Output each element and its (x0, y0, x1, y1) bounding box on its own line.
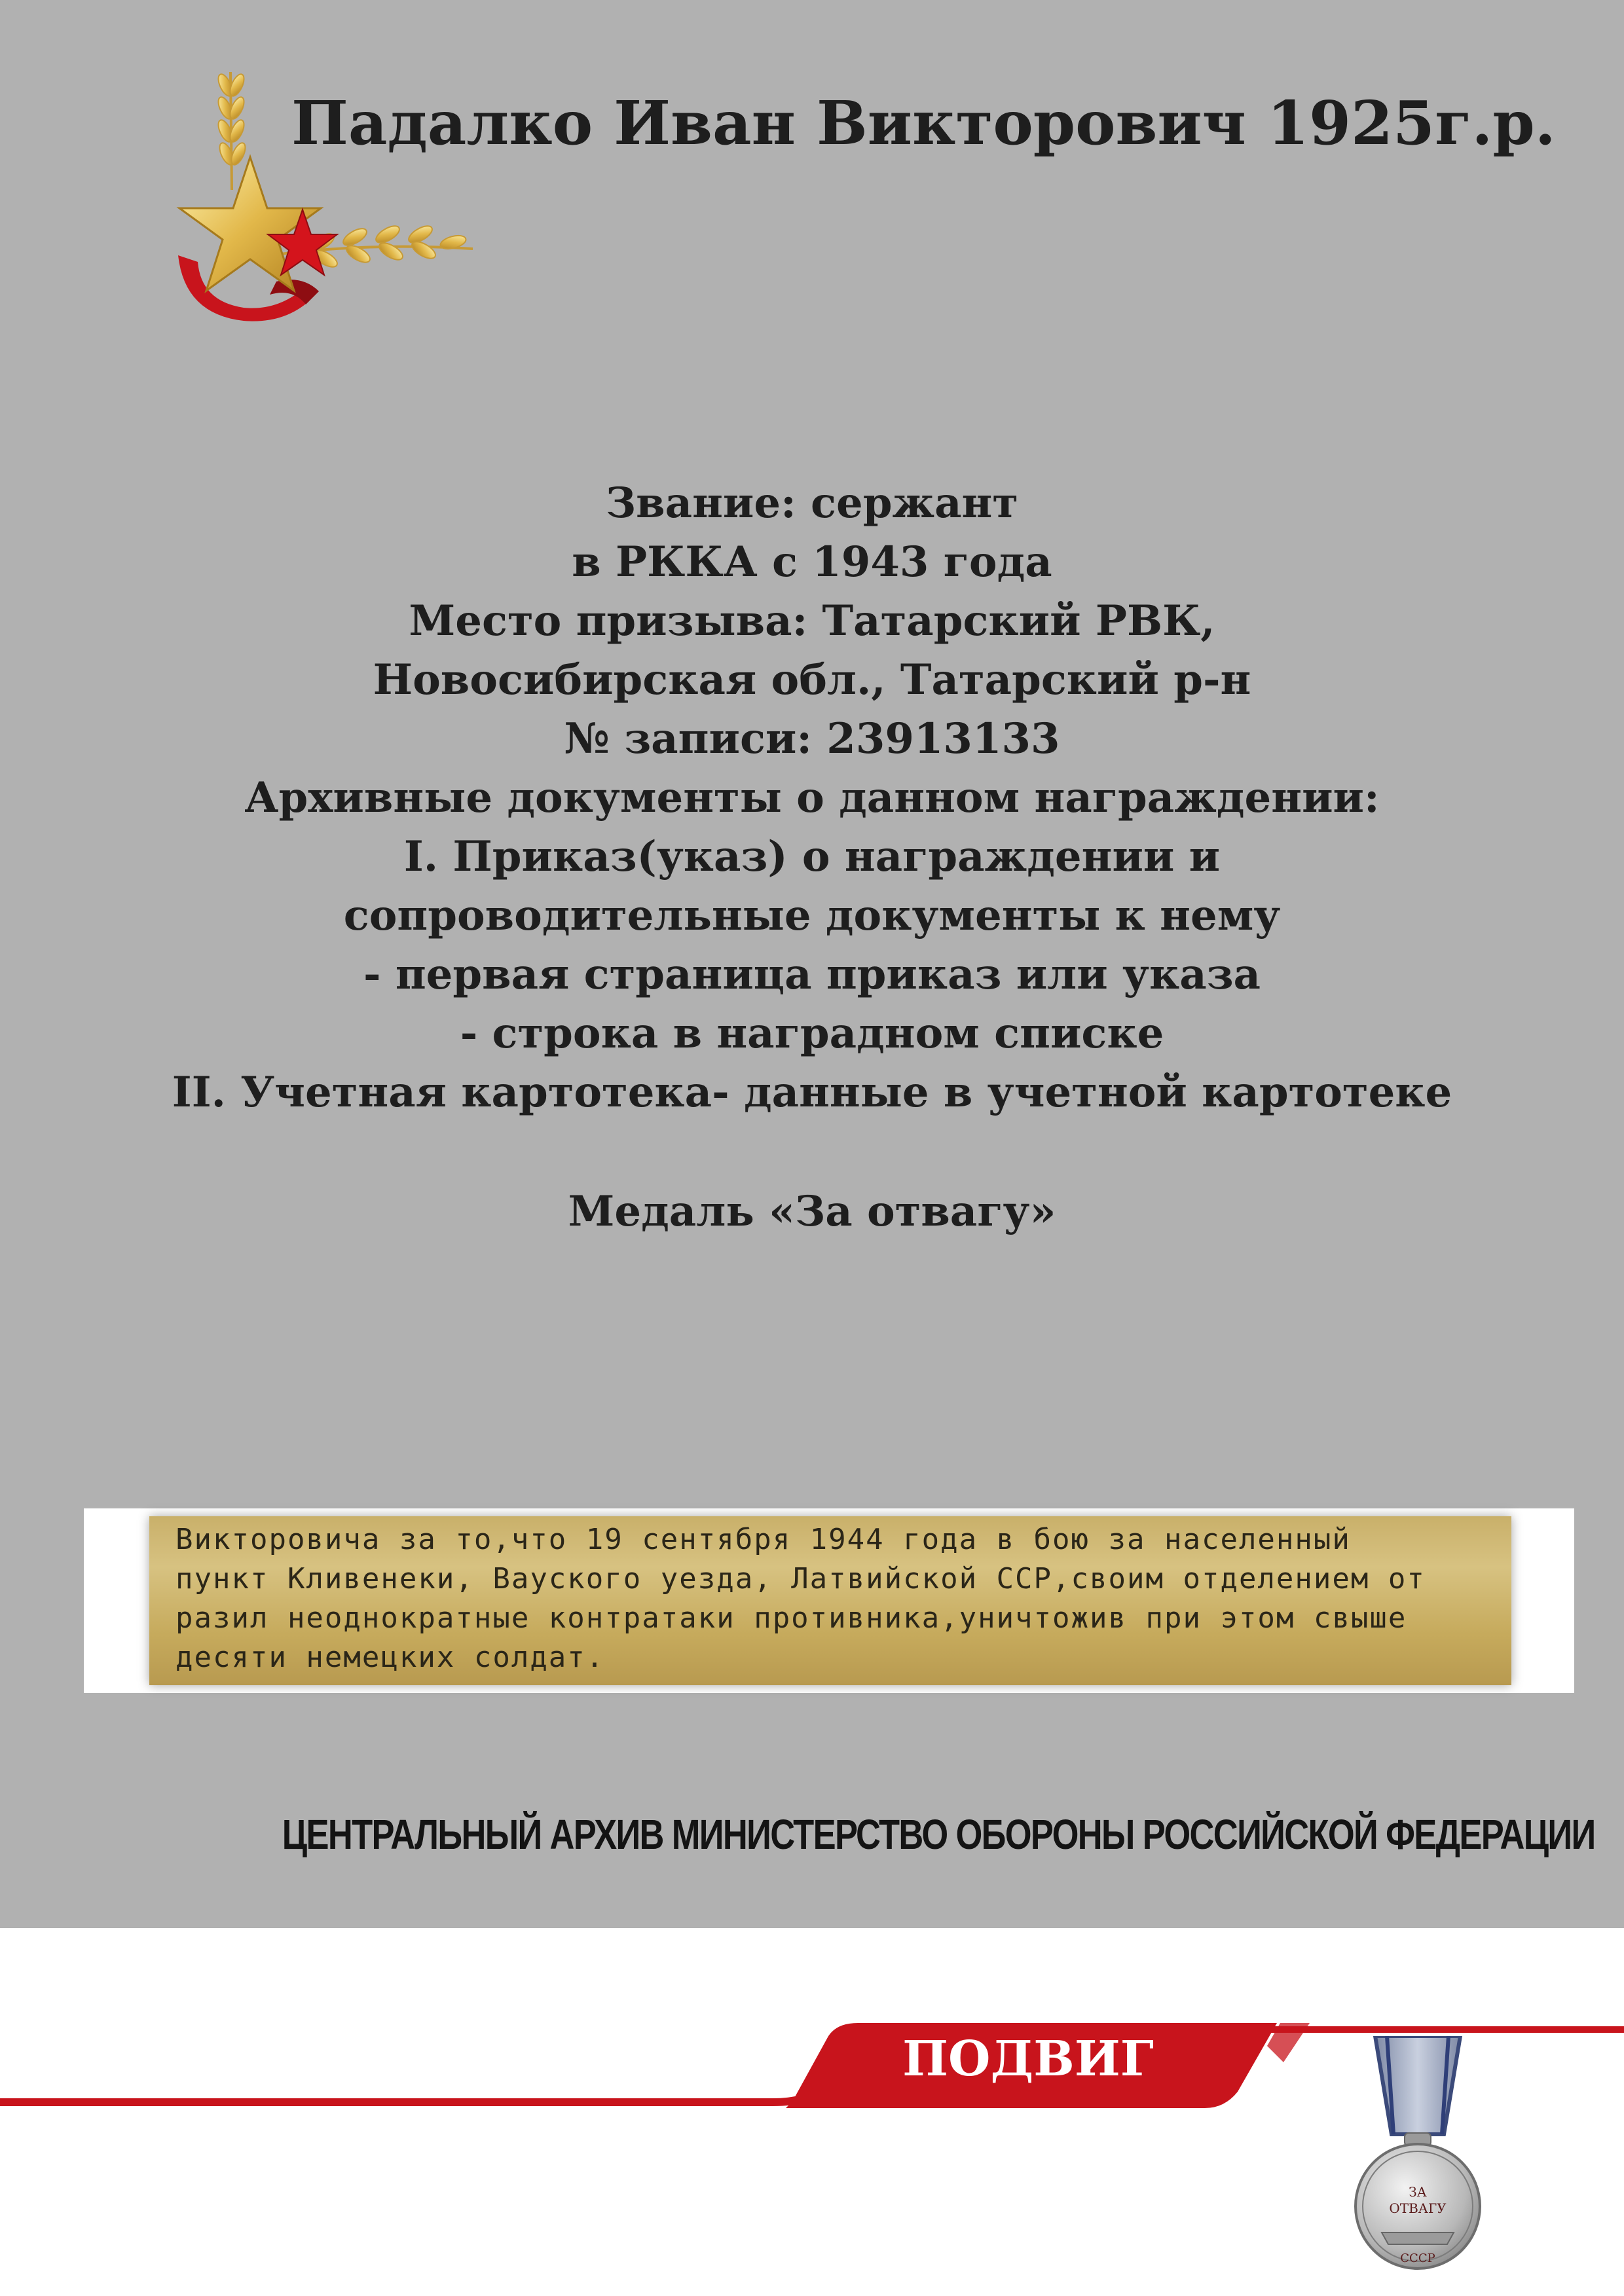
card-index-line: II. Учетная картотека- данные в учетной картотеке (172, 1068, 1452, 1117)
person-name-title: Падалко Иван Викторович 1925г.р. (291, 88, 1556, 158)
archive-documents-heading: Архивные документы о данном награждении: (244, 773, 1380, 822)
conscription-region-line: Новосибирская обл., Татарский р-н (373, 655, 1251, 704)
document-excerpt-image (149, 1516, 1511, 1685)
rank-line: Звание: сержант (605, 479, 1019, 528)
service-start-line: в РККА с 1943 года (572, 538, 1052, 587)
document-line: пункт Кливенеки, Вауского уезда, Латвийской ССР,своим отделением от (175, 1562, 1426, 1595)
order-first-page-line: - первая страница приказ или указа (363, 950, 1261, 999)
document-excerpt-frame (84, 1508, 1574, 1693)
medal-for-courage-icon (1349, 2036, 1486, 2291)
medal-name: Медаль «За отвагу» (568, 1187, 1056, 1236)
service-info (0, 474, 1624, 1122)
order-line: I. Приказ(указ) о награждении и (403, 832, 1221, 881)
award-list-line: - строка в наградном списке (460, 1009, 1164, 1058)
document-line: разил неоднократные контратаки противника,уничтожив при этом свыше (175, 1601, 1407, 1635)
medal-inscription: ОТВАГУ (1389, 2200, 1447, 2216)
conscription-place-line: Место призыва: Татарский РВК, (409, 596, 1215, 646)
document-line: Викторовича за то,что 19 сентября 1944 года в бою за населенный (175, 1523, 1351, 1556)
record-number-line: № записи: 23913133 (564, 714, 1060, 763)
medal-inscription: СССР (1400, 2251, 1435, 2265)
order-docs-line: сопроводительные документы к нему (343, 891, 1281, 940)
document-line: десяти немецких солдат. (175, 1641, 605, 1674)
archive-name: ЦЕНТРАЛЬНЫЙ АРХИВ МИНИСТЕРСТВО ОБОРОНЫ РОССИЙСКОЙ ФЕДЕРАЦИИ (282, 1811, 1595, 1858)
medal-inscription: ЗА (1409, 2184, 1427, 2200)
podvig-label: ПОДВИГ (902, 2031, 1154, 2087)
